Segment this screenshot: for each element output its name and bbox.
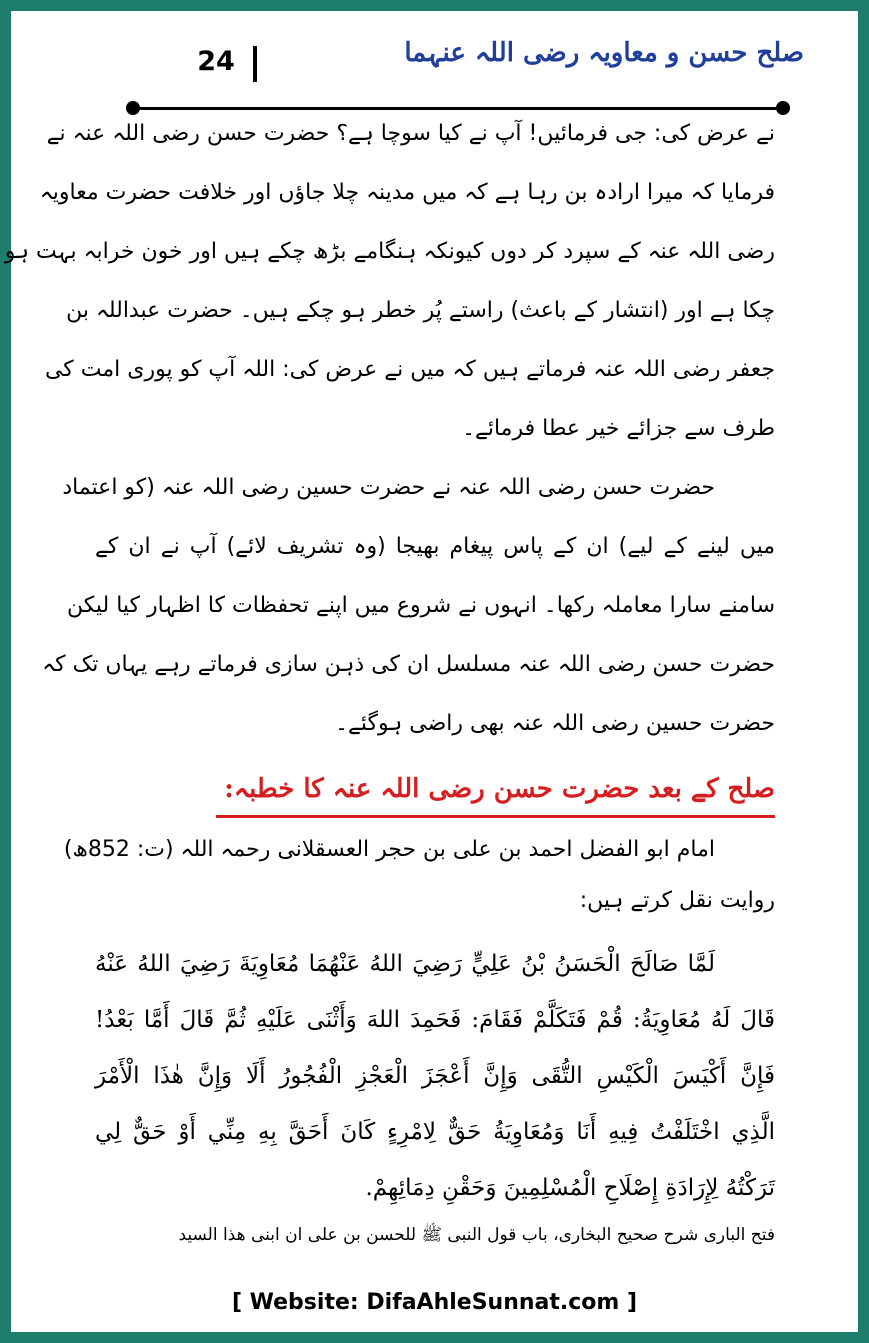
paragraph xyxy=(42,458,775,753)
section-heading: صلح کے بعد حضرت حسن رضی اللہ عنہ کا خطبہ: xyxy=(216,763,775,818)
text-line: طرف سے جزائے خیر عطا فرمائے۔ xyxy=(462,416,775,441)
header-rule-dot-icon xyxy=(776,101,790,115)
text-line: جعفر رضی اللہ عنہ فرماتے ہیں کہ میں نے عرض کی: اللہ آپ کو پوری امت کی xyxy=(44,357,775,382)
text-line: روایت نقل کرتے ہیں: xyxy=(579,888,775,913)
source-reference: فتح الباری شرح صحیح البخاری، باب قول النبی ﷺ للحسن بن علی ان ابنی ھذا السید xyxy=(178,1225,775,1245)
arabic-quote xyxy=(95,936,775,1216)
running-title: صلح حسن و معاویہ رضی اللہ عنہما xyxy=(404,38,804,68)
page-number-divider xyxy=(253,46,257,82)
text-line: رضی اللہ عنہ کے سپرد کر دوں کیونکہ ہنگامے بڑھ چکے ہیں اور خون خرابہ بہت ہو xyxy=(4,239,775,264)
page-header xyxy=(36,30,834,100)
website-footer: [ Website: DifaAhleSunnat.com ] xyxy=(231,1290,638,1315)
arabic-line: فَإِنَّ أَكْيَسَ الْكَيْسِ التُّقَى وَإِنَّ أَعْجَزَ الْعَجْزِ الْفُجُورُ أَلَا وَإِنَّ هٰذَا الْأَمْرَ xyxy=(95,1063,775,1089)
page-body xyxy=(4,104,775,1249)
paragraph xyxy=(4,104,775,458)
text-line: حضرت حسن رضی اللہ عنہ نے حضرت حسین رضی اللہ عنہ (کو اعتماد xyxy=(62,475,715,500)
text-line: سامنے سارا معاملہ رکھا۔ انہوں نے شروع میں اپنے تحفظات کا اظہار کیا لیکن xyxy=(66,593,775,618)
text-line: حضرت حسین رضی اللہ عنہ بھی راضی ہوگئے۔ xyxy=(335,711,775,736)
text-line: میں لینے کے لیے) ان کے پاس پیغام بھیجا (وہ تشریف لائے) آپ نے ان کے xyxy=(95,534,775,559)
text-line: چکا ہے اور (انتشار کے باعث) راستے پُر خطر ہو چکے ہیں۔ حضرت عبداللہ بن xyxy=(66,298,775,323)
arabic-line: تَرَكْتُهُ لِإِرَادَةِ إِصْلَاحِ الْمُسْلِمِينَ وَحَقْنِ دِمَائِهِمْ. xyxy=(365,1175,775,1201)
arabic-line: الَّذِي اخْتَلَفْتُ فِيهِ أَنَا وَمُعَاوِيَةُ حَقٌّ لِامْرِءٍ كَانَ أَحَقَّ بِهِ مِنِّي أَوْ حَقٌّ لِي xyxy=(95,1119,775,1145)
arabic-line: قَالَ لَهُ مُعَاوِيَةُ: قُمْ فَتَكَلَّمْ فَقَامَ: فَحَمِدَ اللهَ وَأَثْنَى عَلَيْهِ ثُمَّ قَالَ أَمَّا بَعْدُ! xyxy=(95,1007,775,1033)
page-number: 24 xyxy=(197,46,235,77)
narrator-block xyxy=(63,824,775,926)
text-line: حضرت حسن رضی اللہ عنہ مسلسل ان کی ذہن سازی فرماتے رہے یہاں تک کہ xyxy=(42,652,775,677)
text-line: فرمایا کہ میرا ارادہ بن رہا ہے کہ میں مدینہ چلا جاؤں اور خلافت حضرت معاویہ xyxy=(39,180,775,205)
text-line: نے عرض کی: جی فرمائیں! آپ نے کیا سوچا ہے؟ حضرت حسن رضی اللہ عنہ نے xyxy=(46,121,775,146)
text-line: امام ابو الفضل احمد بن علی بن حجر العسقلانی رحمہ اللہ (ت: 852ھ) xyxy=(63,837,715,862)
arabic-line: لَمَّا صَالَحَ الْحَسَنُ بْنُ عَلِيٍّ رَضِيَ اللهُ عَنْهُمَا مُعَاوِيَةَ رَضِيَ اللهُ عَنْهُ xyxy=(95,951,715,977)
